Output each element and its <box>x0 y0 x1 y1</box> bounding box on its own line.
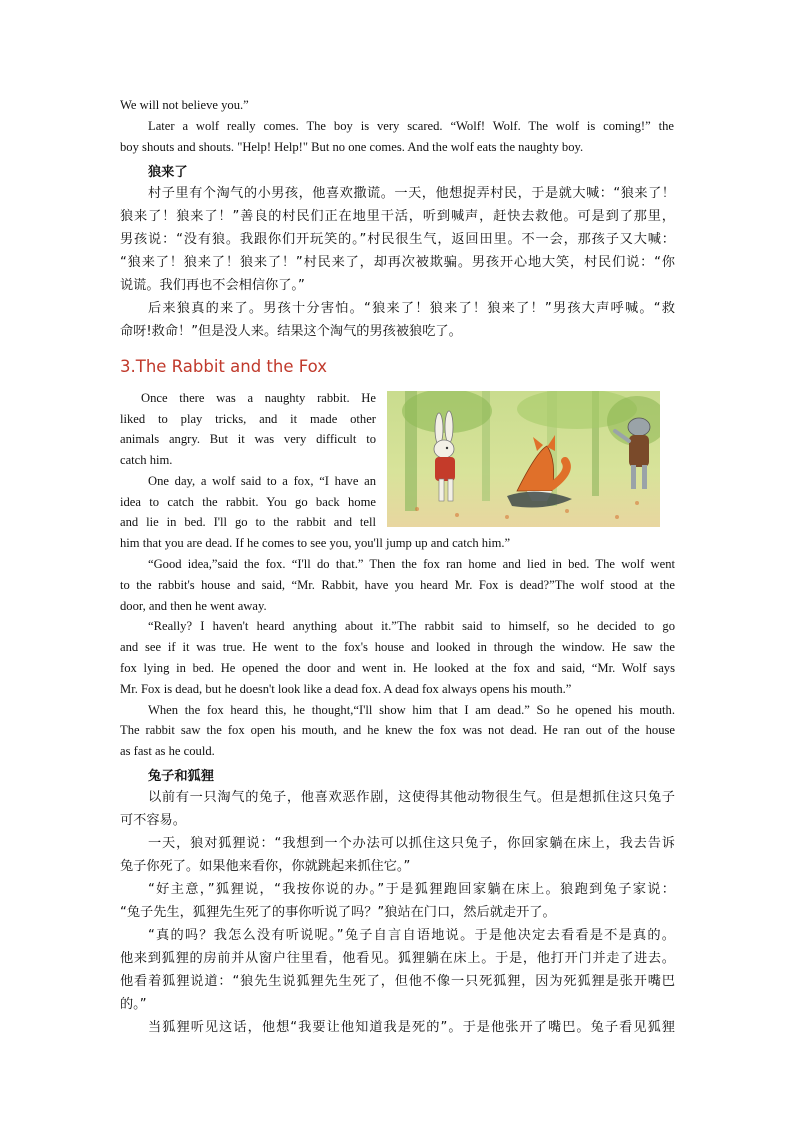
zh-text-line: 可不容易。 <box>120 813 186 828</box>
zh-story-title: 狼来了 <box>148 165 188 180</box>
zh-story-title: 兔子和狐狸 <box>148 769 214 784</box>
story-text-line: One day, a wolf said to a fox, “I have an <box>148 474 376 488</box>
zh-text-line: 村子里有个淘气的小男孩，他喜欢撒谎。一天，他想捉弄村民，于是就大喊：“狼来了！ <box>148 186 675 201</box>
story-text-line: catch him. <box>120 453 173 467</box>
zh-text-line: 男孩说：“没有狼。我跟你们开玩笑的。”村民很生气，返回田里。不一会，那孩子又大喊： <box>120 232 675 247</box>
zh-text-line: 狼来了！狼来了！”善良的村民们正在地里干活，听到喊声，赶快去救他。可是到了那里， <box>120 209 675 224</box>
zh-text-line: 的。” <box>120 997 147 1012</box>
zh-text-line: 当狐狸听见这话，他想“我要让他知道我是死的”。于是他张开了嘴巴。兔子看见狐狸 <box>148 1020 675 1035</box>
zh-text-line: 后来狼真的来了。男孩十分害怕。“狼来了！狼来了！狼来了！”男孩大声呼喊。“救 <box>148 301 675 316</box>
story-text-line: boy shouts and shouts. "Help! Help!" But no one comes. And the wolf eats the naughty boy. <box>120 140 584 154</box>
zh-text-line: “真的吗？我怎么没有听说呢。”兔子自言自语地说。于是他决定去看看是不是真的。 <box>148 928 675 943</box>
story-text-line: him that you are dead. If he comes to see you, you'll jump up and catch him.” <box>120 536 511 550</box>
story-text-line: fox lying in bed. He opened the door and went in. He looked at the fox and said, “Mr. Wolf says <box>120 661 675 675</box>
story-text-line: door, and then he went away. <box>120 599 267 613</box>
rabbit-fox-illustration <box>387 391 660 527</box>
zh-text-line: 以前有一只淘气的兔子，他喜欢恶作剧，这使得其他动物很生气。但是想抓住这只兔子 <box>148 790 675 805</box>
zh-text-line: 一天，狼对狐狸说：“我想到一个办法可以抓住这只兔子，你回家躺在床上，我去告诉 <box>148 836 675 851</box>
story-text-line: to the rabbit's house and said, “Mr. Rabbit, have you heard Mr. Fox is dead?”The wolf stood at the <box>120 578 675 592</box>
story-text-line: and see if it was true. He went to the fox's house and looked in through the window. He saw the <box>120 640 675 654</box>
section-title: 3.The Rabbit and the Fox <box>120 357 327 376</box>
zh-text-line: 说谎。我们再也不会相信你了。” <box>120 278 305 293</box>
story-text-line: Later a wolf really comes. The boy is very scared. “Wolf! Wolf. The wolf is coming!” the <box>148 119 674 133</box>
zh-text-line: 他来到狐狸的房前并从窗户往里看，他看见。狐狸躺在床上。于是，他打开门并走了进去。 <box>120 951 675 966</box>
zh-text-line: “好主意，”狐狸说，“我按你说的办。”于是狐狸跑回家躺在床上。狼跑到兔子家说： <box>148 882 675 897</box>
story-text-line: “Good idea,”said the fox. “I'll do that.” Then the fox ran home and lied in bed. The wolf went <box>148 557 675 571</box>
zh-text-line: 命呀!救命！”但是没人来。结果这个淘气的男孩被狼吃了。 <box>120 324 462 339</box>
story-text-line: Mr. Fox is dead, but he doesn't look like a dead fox. A dead fox always opens his mouth.” <box>120 682 572 696</box>
story-text-line: liked to play tricks, and it made other <box>120 412 376 426</box>
story-text-line: The rabbit saw the fox open his mouth, and he knew the fox was not dead. He ran out of the house <box>120 723 675 737</box>
story-text-line: When the fox heard this, he thought,“I'll show him that I am dead.” So he opened his mouth. <box>148 703 675 717</box>
story-text-line: and lie in bed. I'll go to the rabbit and tell <box>120 515 376 529</box>
story-text-line: animals angry. But it was very difficult to <box>120 432 376 446</box>
zh-text-line: “兔子先生，狐狸先生死了的事你听说了吗？”狼站在门口，然后就走开了。 <box>120 905 556 920</box>
story-text-line: “Really? I haven't heard anything about it.”The rabbit said to himself, so he decided to go <box>148 619 675 633</box>
forest-scene-icon <box>387 391 660 527</box>
story-text-line: Once there was a naughty rabbit. He <box>141 391 376 405</box>
zh-text-line: 他看着狐狸说道：“狼先生说狐狸先生死了，但他不像一只死狐狸，因为死狐狸是张开嘴巴 <box>120 974 675 989</box>
zh-text-line: “狼来了！狼来了！狼来了！”村民来了，却再次被欺骗。男孩开心地大笑，村民们说：“你 <box>120 255 675 270</box>
story-text-line: We will not believe you.” <box>120 98 249 112</box>
story-text-line: as fast as he could. <box>120 744 215 758</box>
zh-text-line: 兔子你死了。如果他来看你，你就跳起来抓住它。” <box>120 859 411 874</box>
story-text-line: idea to catch the rabbit. You go back home <box>120 495 376 509</box>
